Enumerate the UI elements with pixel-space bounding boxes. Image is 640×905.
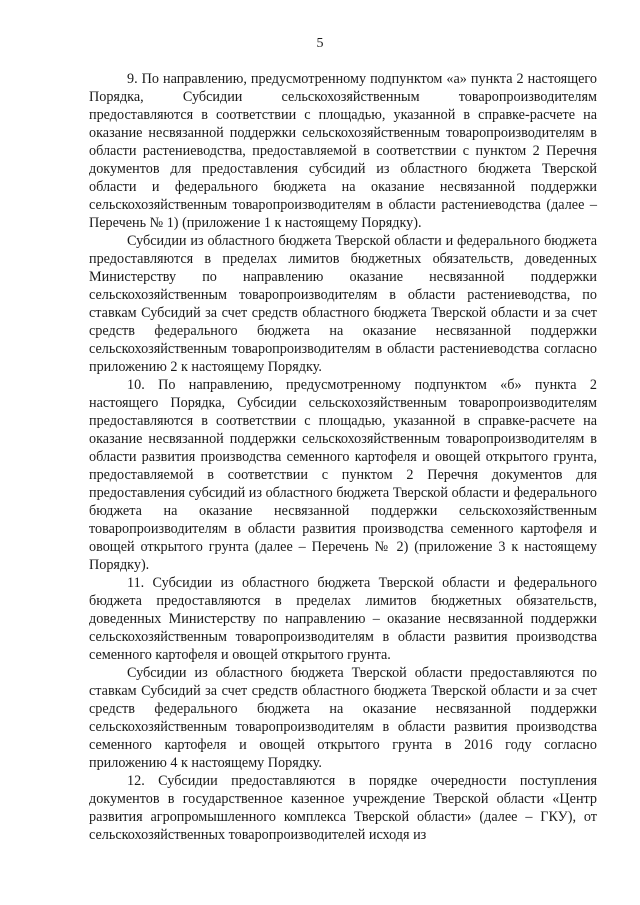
paragraph-10: 10. По направлению, предусмотренному подпунктом «б» пункта 2 настоящего Порядка, Субсидии сельскохозяйственным товаропроизводителям предоставляются в соответствии с площадью, указанной в справке-расчете на оказание несвязанной поддержки сельскохозяйственным товаропроизводителям в области развития производства семенного картофеля и овощей открытого грунта, предоставляемой в соответствии с пунктом 2 Перечня документов для предоставления субсидий из областного бюджета Тверской области и федерального бюджета на оказание несвязанной поддержки сельскохозяйственным товаропроизводителям в области развития производства семенного картофеля и овощей открытого грунта (далее – Перечень № 2) (приложение 3 к настоящему Порядку). — [89, 377, 597, 573]
paragraph-9: 9. По направлению, предусмотренному подпунктом «а» пункта 2 настоящего Порядка, Субсидии сельскохозяйственным товаропроизводителям предоставляются в соответствии с площадью, указанной в справке-расчете на оказание несвязанной поддержки сельскохозяйственным товаропроизводителям в области растениеводства, предоставляемой в соответствии с пунктом 2 Перечня документов для предоставления субсидий из областного бюджета Тверской области и федерального бюджета на оказание несвязанной поддержки сельскохозяйственным товаропроизводителям в области растениеводства (далее – Перечень № 1) (приложение 1 к настоящему Порядку). — [89, 71, 597, 231]
paragraph-11: 11. Субсидии из областного бюджета Тверской области и федерального бюджета предоставляются в пределах лимитов бюджетных обязательств, доведенных Министерству по направлению – оказание несвязанной поддержки сельскохозяйственным товаропроизводителям в области развития производства семенного картофеля и овощей открытого грунта. — [89, 575, 597, 663]
paragraph-9-subsidies: Субсидии из областного бюджета Тверской области и федерального бюджета предоставляются в пределах лимитов бюджетных обязательств, доведенных Министерству по направлению оказание несвязанной поддержки сельскохозяйственным товаропроизводителям в области растениеводства, по ставкам Субсидий за счет средств областного бюджета Тверской области и за счет средств федерального бюджета на оказание несвязанной поддержки сельскохозяйственным товаропроизводителям в области растениеводства согласно приложению 2 к настоящему Порядку. — [89, 233, 597, 375]
paragraph-12: 12. Субсидии предоставляются в порядке очередности поступления документов в государственное казенное учреждение Тверской области «Центр развития агропромышленного комплекса Тверской области» (далее – ГКУ), от сельскохозяйственных товаропроизводителей исходя из — [89, 773, 597, 843]
paragraph-11-subsidies: Субсидии из областного бюджета Тверской области предоставляются по ставкам Субсидий за счет средств областного бюджета Тверской области и за счет средств федерального бюджета на оказание несвязанной поддержки сельскохозяйственным товаропроизводителям в области развития производства семенного картофеля и овощей открытого грунта в 2016 году согласно приложению 4 к настоящему Порядку. — [89, 665, 597, 771]
page-number: 5 — [316, 36, 324, 51]
document-body — [89, 70, 597, 844]
